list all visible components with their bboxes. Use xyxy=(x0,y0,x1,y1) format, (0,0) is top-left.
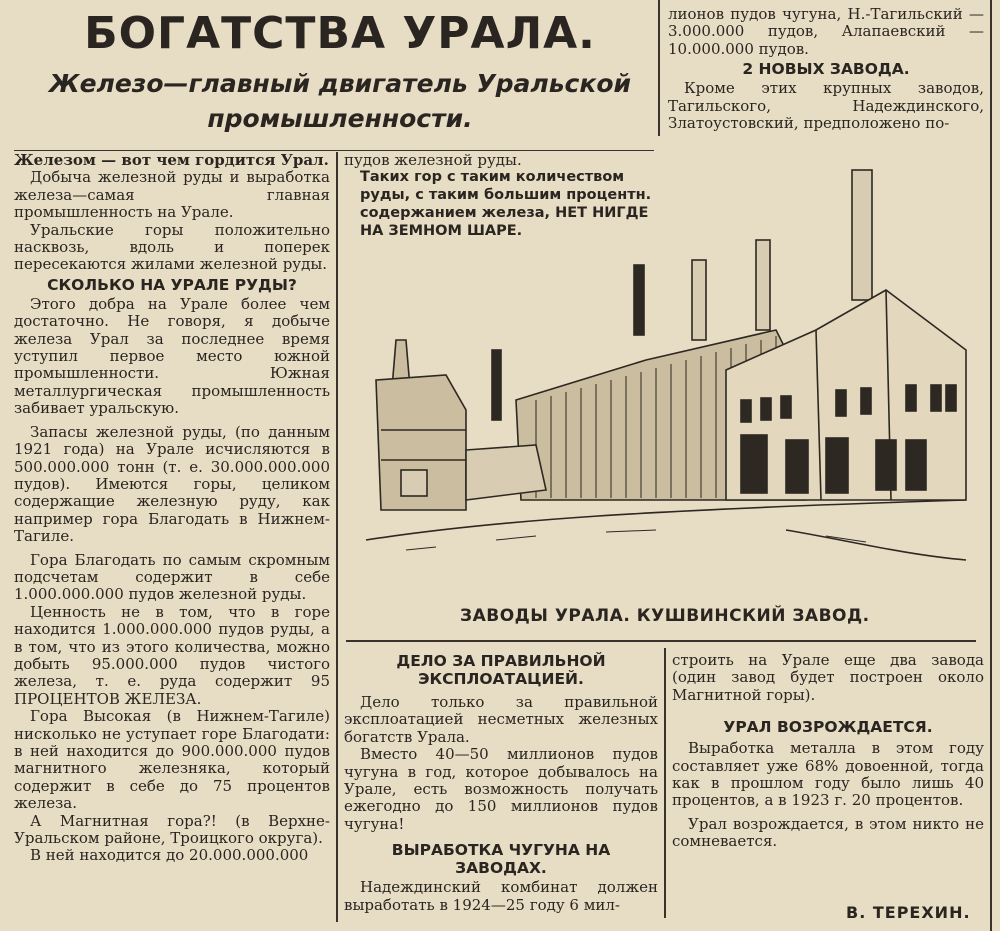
section-heading: СКОЛЬКО НА УРАЛЕ РУДЫ? xyxy=(47,275,297,294)
rule-right-edge xyxy=(990,0,992,931)
paragraph: Выработка металла в этом году составляет уже 68% довоенной, тогда как в прошлом году было лишь 40 процентов, а в 1923 г. 20 процентов. xyxy=(672,739,984,810)
chimney xyxy=(492,350,501,420)
paragraph: Гора Благодать по самым скромным подсчетам содержит в себе 1.000.000.000 пудов железной руды. xyxy=(14,550,330,604)
paragraph: строить на Урале еще два завода (один завод будет построен около Магнитной горы). xyxy=(672,651,984,704)
subtitle-line-2: промышленности. xyxy=(207,104,473,133)
rule-col2-col3 xyxy=(664,648,666,918)
paragraph: пудов железной руды. xyxy=(344,151,522,169)
section-heading: УРАЛ ВОЗРОЖДАЕТСЯ. xyxy=(723,718,933,737)
paragraph: Вместо 40—50 миллионов пудов чугуна в год, которое добывалось на Урале, есть возможность получать ежегодно до 150 миллионов пудов чугуна! xyxy=(344,745,658,833)
section-heading: ВЫРАБОТКА ЧУГУНА НА ЗАВОДАХ. xyxy=(391,841,611,878)
column-1 xyxy=(14,152,330,865)
window xyxy=(946,385,956,411)
window xyxy=(861,388,871,414)
column-2-bottom xyxy=(344,650,658,914)
window xyxy=(836,390,846,416)
window xyxy=(401,470,427,496)
lean-to xyxy=(466,445,546,500)
rule-col1-col2 xyxy=(336,152,338,922)
factory-illustration xyxy=(346,160,986,600)
paragraph: Гора Высокая (в Нижнем-Тагиле) нисколько не уступает горе Благодати: в ней находится до 900.000.000 пудов магнитного железняка, который содержит в себе до 75 процентов железа. xyxy=(14,707,330,813)
paragraph: Запасы железной руды, (по данным 1921 года) на Урале исчисляются в 500.000.000 тонн (т. е. 30.000.000.000 пудов). Имеются горы, целиком содержащие железную руду, как например гора Благодать в Нижнем-Тагиле. xyxy=(14,422,330,546)
section-heading: 2 НОВЫХ ЗАВОДА. xyxy=(742,60,910,79)
paragraph: Уральские горы положительно насквозь, вдоль и поперек пересекаются жилами железной руды. xyxy=(14,220,330,274)
paragraph: Этого добра на Урале более чем достаточно. Не говоря, я добыче железа Урал за последнее время уступил первое место южной промышленности. Южная металлургическая промышленность забивает уральскую. xyxy=(14,294,330,418)
door xyxy=(906,440,926,490)
subtitle-line-1: Железо—главный двигатель Уральской xyxy=(48,69,632,98)
chimney xyxy=(852,170,872,300)
article-subtitle xyxy=(20,66,660,136)
paragraph: В ней находится до 20.000.000.000 xyxy=(30,846,309,865)
paragraph: Кроме этих крупных заводов, Тагильского, Надеждинского, Златоустовский, предположено по- xyxy=(668,79,984,133)
window xyxy=(741,400,751,422)
chimney xyxy=(692,260,706,340)
article-title: БОГАТСТВА УРАЛА. xyxy=(84,8,596,59)
section-heading: ДЕЛО ЗА ПРАВИЛЬНОЙ ЭКСПЛОАТАЦИЕЙ. xyxy=(396,652,606,688)
door xyxy=(876,440,896,490)
column-3-top xyxy=(668,6,984,132)
paragraph: Надеждинский комбинат должен выработать в 1924—25 году 6 мил- xyxy=(344,878,658,914)
paragraph: Ценность не в том, что в горе находится 1.000.000.000 пудов руды, а в том, что из этого количества, можно добыть 95.000.000 пудов чистого железа, т. е. руда содержит 95 ПРОЦЕНТОВ ЖЕЛЕЗА. xyxy=(14,602,330,708)
rule-header-col3 xyxy=(658,0,660,136)
window xyxy=(781,396,791,418)
emphasis-block: Таких гор с таким количеством руды, с таким большим процентн. содержанием железа, НЕТ НИГДЕ НА ЗЕМНОМ ШАРЕ. xyxy=(360,169,652,239)
paragraph: Добыча железной руды и выработка железа—самая главная промышленность на Урале. xyxy=(14,168,330,222)
door xyxy=(826,438,848,493)
paragraph: Дело только за правильной эксплоатацией несметных железных богатств Урала. xyxy=(344,693,658,746)
paragraph: Железом — вот чем гордится Урал. xyxy=(14,151,329,169)
window xyxy=(761,398,771,420)
paragraph: Урал возрождается, в этом никто не сомневается. xyxy=(672,814,984,851)
image-caption: ЗАВОДЫ УРАЛА. КУШВИНСКИЙ ЗАВОД. xyxy=(460,606,870,626)
window xyxy=(931,385,941,411)
window xyxy=(906,385,916,411)
road xyxy=(786,530,966,560)
rule-under-image xyxy=(346,640,976,642)
column-3-bottom xyxy=(672,652,984,851)
paragraph: лионов пудов чугуна, Н.-Тагильский — 3.000.000 пудов, Алапаевский — 10.000.000 пудов. xyxy=(668,5,984,58)
chimney xyxy=(634,265,644,335)
paragraph: А Магнитная гора?! (в Верхне-Уральском районе, Троицкого округа). xyxy=(14,811,330,848)
author-signature: В. ТЕРЕХИН. xyxy=(846,903,971,922)
door xyxy=(741,435,767,493)
chimney xyxy=(756,240,770,330)
door xyxy=(786,440,808,493)
